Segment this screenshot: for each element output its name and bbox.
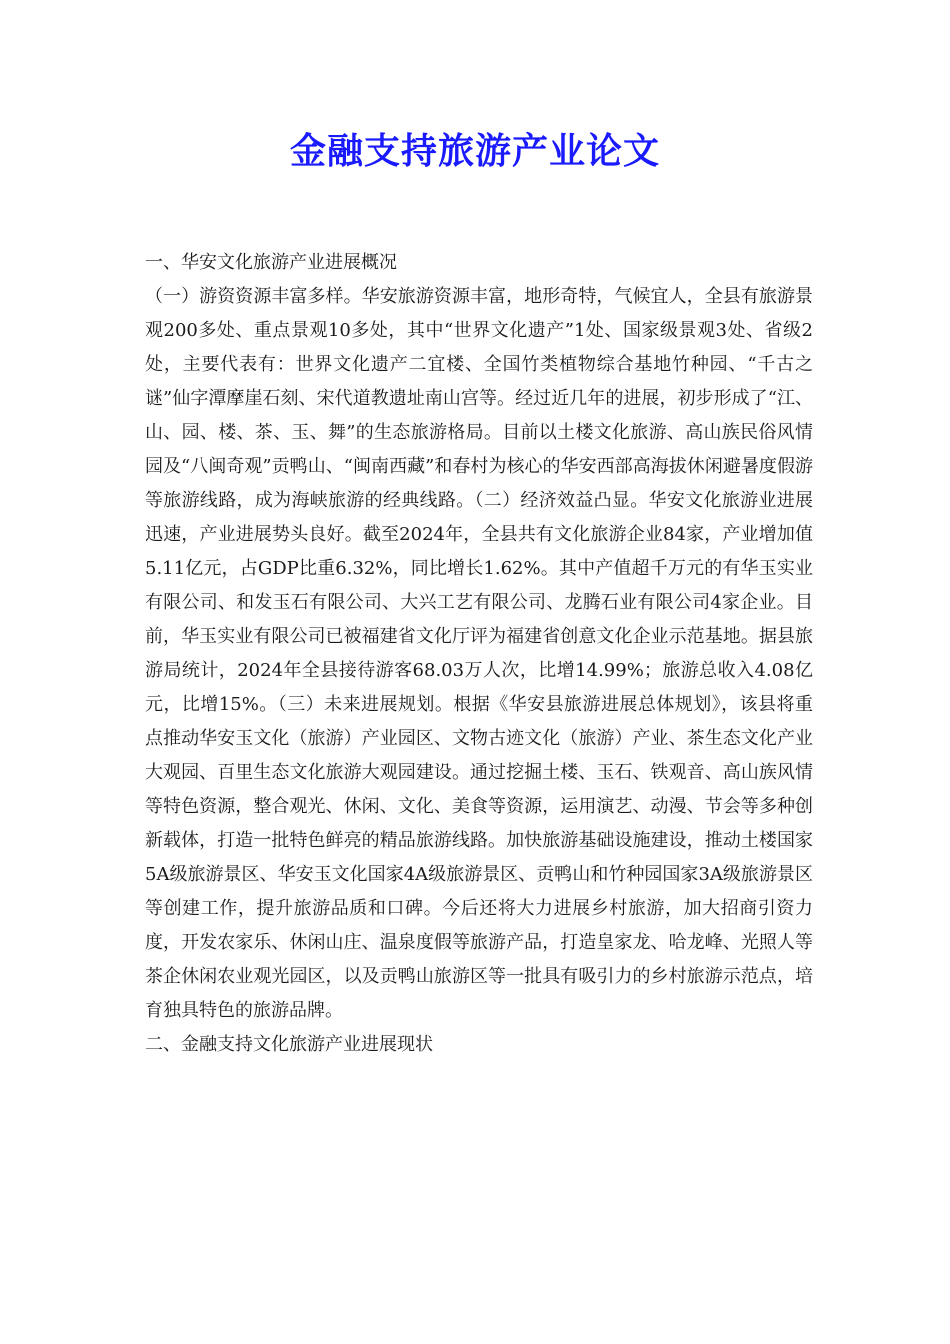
section-heading-2: 二、金融支持文化旅游产业进展现状 [145, 1034, 433, 1055]
document-title: 金融支持旅游产业论文 [289, 131, 660, 172]
section-heading-1: 一、华安文化旅游产业进展概况 [145, 252, 397, 273]
document-body [145, 246, 813, 1062]
body-paragraph: （一）游资资源丰富多样。华安旅游资源丰富，地形奇特，气候宜人，全县有旅游景观200多处、重点景观10多处，其中“世界文化遗产”1处、国家级景观3处、省级2处，主要代表有：世界文化遗产二宜楼、全国竹类植物综合基地竹种园、“千古之谜”仙字潭摩崖石刻、宋代道教遗址南山宫等。经过近几年的进展，初步形成了“江、山、园、楼、茶、玉、舞”的生态旅游格局。目前以土楼文化旅游、高山族民俗风情园及“八闽奇观”贡鸭山、“闽南西藏”和春村为核心的华安西部高海拔休闲避暑度假游等旅游线路，成为海峡旅游的经典线路。（二）经济效益凸显。华安文化旅游业进展迅速，产业进展势头良好。截至2024年，全县共有文化旅游企业84家，产业增加值5.11亿元，占GDP比重6.32%，同比增长1.62%。其中产值超千万元的有华玉实业有限公司、和发玉石有限公司、大兴工艺有限公司、龙腾石业有限公司4家企业。目前，华玉实业有限公司已被福建省文化厅评为福建省创意文化企业示范基地。据县旅游局统计，2024年全县接待游客68.03万人次，比增14.99%；旅游总收入4.08亿元，比增15%。（三）未来进展规划。根据《华安县旅游进展总体规划》，该县将重点推动华安玉文化（旅游）产业园区、文物古迹文化（旅游）产业、茶生态文化产业大观园、百里生态文化旅游大观园建设。通过挖掘土楼、玉石、铁观音、高山族风情等特色资源，整合观光、休闲、文化、美食等资源，运用演艺、动漫、节会等多种创新载体，打造一批特色鲜亮的精品旅游线路。加快旅游基础设施建设，推动土楼国家5A级旅游景区、华安玉文化国家4A级旅游景区、贡鸭山和竹种园国家3A级旅游景区等创建工作，提升旅游品质和口碑。今后还将大力进展乡村旅游，加大招商引资力度，开发农家乐、休闲山庄、温泉度假等旅游产品，打造皇家龙、哈龙峰、光照人等茶企休闲农业观光园区，以及贡鸭山旅游区等一批具有吸引力的乡村旅游示范点，培育独具特色的旅游品牌。 [145, 286, 813, 1021]
